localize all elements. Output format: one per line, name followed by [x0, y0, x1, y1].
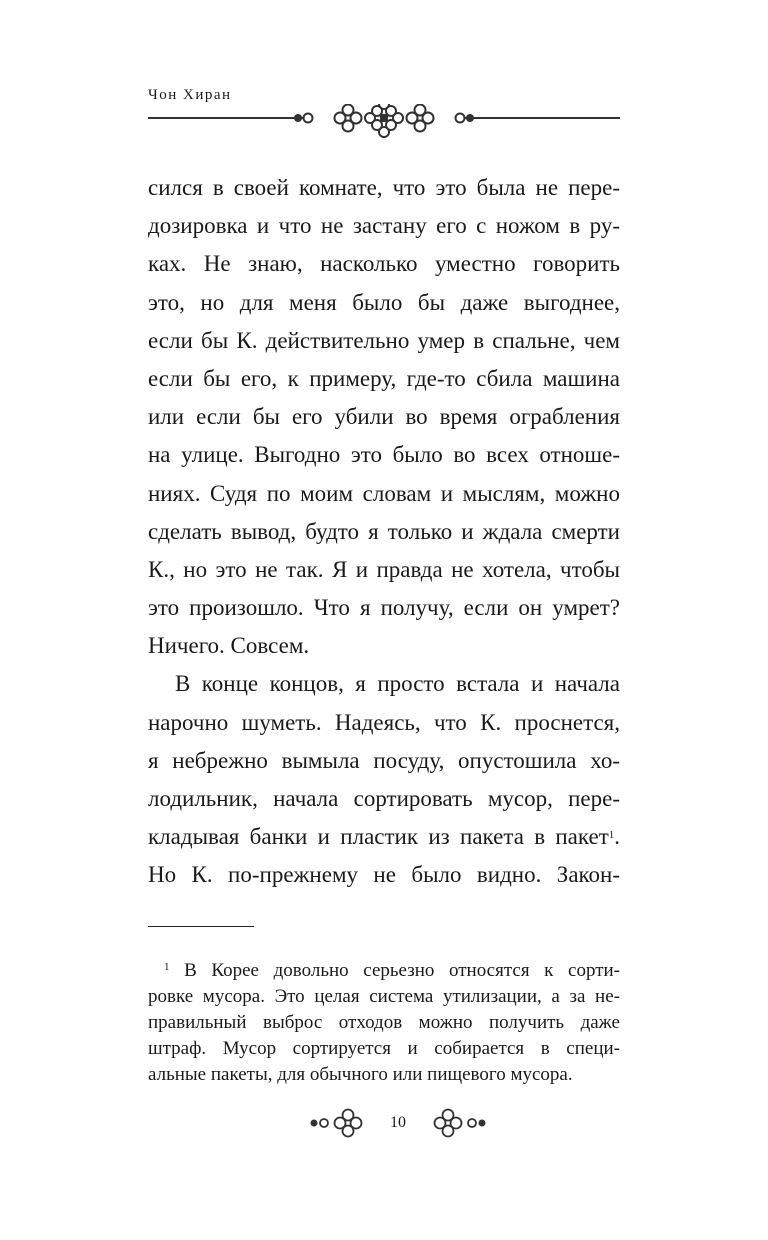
text-line-content: кладывая банки и пластик из пакета в пакет — [148, 824, 609, 850]
text-line: К., но это не так. Я и правда не хотела, чтобы — [148, 556, 620, 582]
footnote-line — [148, 958, 620, 984]
text-line: нарочно шуметь. Надеясь, что К. проснется, — [148, 709, 620, 735]
paragraph-1 — [148, 169, 620, 665]
text-line: В конце концов, я просто встала и начала — [175, 671, 620, 697]
footnote-line-text: В Корее довольно серьезно относятся к сорти- — [184, 960, 620, 981]
text-line: или если бы его убили во время ограбления — [148, 404, 620, 430]
footnote-line: правильный выброс отходов можно получить даже — [148, 1012, 620, 1033]
text-line: сился в своей комнате, что это была не пере- — [148, 175, 620, 200]
text-line: Но К. по-прежнему не было видно. Закон- — [148, 862, 620, 888]
punctuation: . — [614, 824, 620, 850]
text-line: ниях. Судя по моим словам и мыслям, можно — [148, 480, 620, 506]
text-line: ках. Не знаю, насколько уместно говорить — [148, 251, 620, 277]
text-line: я небрежно вымыла посуду, опустошила хо- — [148, 747, 620, 773]
text-line: это, но для меня было бы даже выгоднее, — [148, 289, 620, 315]
page-number: 10 — [390, 1114, 406, 1131]
text-line: это произошло. Что я получу, если он умрет? — [148, 595, 620, 621]
paragraph-2 — [148, 665, 620, 894]
footnote-line: альные пакеты, для обычного или пищевого мусора. — [148, 1064, 573, 1085]
footnote — [148, 958, 620, 1088]
footnote-line: штраф. Мусор сортируется и собирается в специ- — [148, 1038, 620, 1059]
text-line: если бы К. действительно умер в спальне, чем — [148, 327, 620, 353]
footnote-marker: 1 — [164, 961, 170, 973]
text-line: дозировка и что не застану его с ножом в ру- — [148, 213, 620, 239]
footnote-reference[interactable]: 1 — [608, 829, 615, 842]
text-line: лодильник, начала сортировать мусор, пере- — [148, 786, 620, 811]
text-line: Ничего. Совсем. — [148, 633, 310, 659]
footnote-line: ровке мусора. Это целая система утилизации, а за не- — [148, 986, 620, 1007]
text-line — [148, 818, 620, 856]
footnote-separator — [148, 926, 254, 927]
text-line: на улице. Выгодно это было во всех отноше- — [148, 442, 620, 468]
page-footer — [300, 1102, 496, 1144]
text-line: сделать вывод, будто я только и ждала смерти — [148, 518, 620, 544]
text-line: если бы его, к примеру, где-то сбила машина — [148, 365, 620, 391]
header-ornament-divider — [148, 104, 620, 144]
body-text — [148, 169, 620, 895]
running-header-author: Чон Хиран — [148, 87, 232, 103]
